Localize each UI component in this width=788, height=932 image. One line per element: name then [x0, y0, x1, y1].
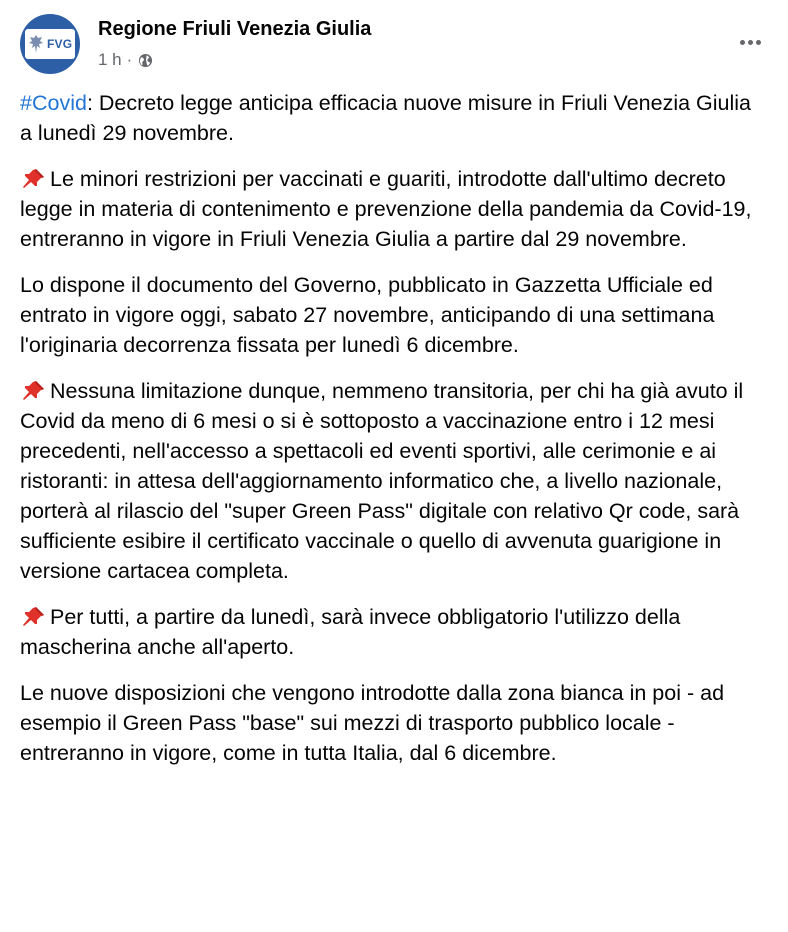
avatar-logo	[25, 29, 75, 59]
more-dot	[756, 40, 761, 45]
timestamp-link[interactable]: 1 h	[98, 50, 122, 69]
paragraph-3-text: Lo dispone il documento del Governo, pubblicato in Gazzetta Ufficiale ed entrato in vigore oggi, sabato 27 novembre, anticipando di una settimana l'originaria decorrenza fissata per lunedì 6 dicembre.	[20, 273, 715, 357]
meta-separator: ·	[126, 50, 133, 69]
post-paragraph-1	[20, 88, 764, 148]
paragraph-1-text: : Decreto legge anticipa efficacia nuove misure in Friuli Venezia Giulia a lunedì 29 novembre.	[20, 91, 752, 145]
post-paragraph-5	[20, 602, 764, 662]
avatar[interactable]	[20, 14, 80, 74]
post-paragraph-4	[20, 376, 764, 586]
globe-icon[interactable]	[138, 53, 153, 68]
pushpin-icon	[20, 167, 46, 189]
pushpin-icon	[20, 379, 46, 401]
paragraph-4-text: Nessuna limitazione dunque, nemmeno transitoria, per chi ha già avuto il Covid da meno di 6 mesi o si è sottoposto a vaccinazione entro i 12 mesi precedenti, nell'accesso a spettacoli ed eventi sportivi, alle cerimonie e ai ristoranti: in attesa dell'aggiornamento informatico che, a livello nazionale, porterà al rilascio del "super Green Pass" digitale con relativo Qr code, sarà sufficiente esibire il certificato vaccinale o quello di avvenuta guarigione in versione cartacea completa.	[20, 379, 744, 583]
paragraph-6-text: Le nuove disposizioni che vengono introdotte dalla zona bianca in poi - ad esempio il Green Pass "base" sui mezzi di trasporto pubblico locale - entreranno in vigore, come in tutta Italia, dal 6 dicembre.	[20, 681, 725, 765]
avatar-text: FVG	[47, 37, 73, 51]
paragraph-2-text: Le minori restrizioni per vaccinati e guariti, introdotte dall'ultimo decreto legge in materia di contenimento e prevenzione della pandemia da Covid-19, entreranno in vigore in Friuli Venezia Giulia a partire dal 29 novembre.	[20, 167, 752, 251]
page-name-link[interactable]: Regione Friuli Venezia Giulia	[98, 18, 372, 40]
more-dot	[748, 40, 753, 45]
post-paragraph-2	[20, 164, 764, 254]
paragraph-5-text: Per tutti, a partire da lunedì, sarà invece obbligatorio l'utilizzo della mascherina anche all'aperto.	[20, 605, 681, 659]
post-paragraph-3	[20, 270, 764, 360]
post-text	[20, 88, 764, 784]
post-meta	[98, 50, 153, 70]
more-options-button[interactable]	[732, 28, 768, 56]
hashtag-link[interactable]: #Covid	[20, 91, 87, 115]
pushpin-icon	[20, 605, 46, 627]
eagle-emblem-icon	[28, 33, 44, 55]
more-horizontal-icon	[740, 40, 745, 45]
post-header	[20, 14, 768, 78]
post-paragraph-6	[20, 678, 764, 768]
